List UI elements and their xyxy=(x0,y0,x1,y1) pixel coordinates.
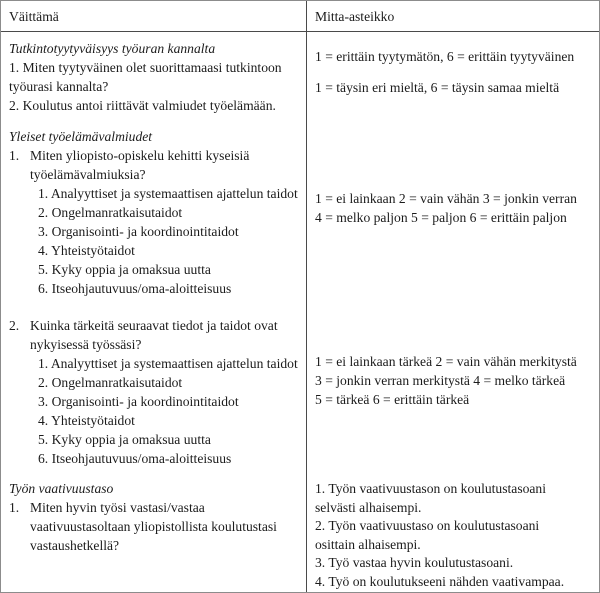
skill-item: 6. Itseohjautuvuus/oma-aloitteisuus xyxy=(38,281,232,296)
skill-item: 1. Analyyttiset ja systemaattisen ajattelun taidot xyxy=(38,186,298,201)
scale-development-amount xyxy=(315,189,597,227)
section-heading: Työn vaativuustaso xyxy=(9,481,114,496)
option-line: 4. Työ on koulutukseeni nähden vaativampaa. xyxy=(315,573,565,589)
section-degree-satisfaction xyxy=(9,39,303,115)
question-line xyxy=(9,498,303,517)
question-continuation: nykyisessä työssäsi? xyxy=(30,337,142,352)
skill-item: 3. Organisointi- ja koordinointitaidot xyxy=(38,224,239,239)
question-text: Miten yliopisto-opiskelu kehitti kyseisiä xyxy=(30,148,250,163)
skill-item: 4. Yhteistyötaidot xyxy=(38,413,135,428)
question-continuation: työelämävalmiuksia? xyxy=(30,167,146,182)
skill-item: 2. Ongelmanratkaisutaidot xyxy=(38,375,183,390)
option-line: 3. Työ vastaa hyvin koulutustasoani. xyxy=(315,555,514,570)
statement-line: 1. Miten tyytyväinen olet suorittamaasi tutkintoon xyxy=(9,60,282,75)
option-line: 1. Työn vaativuustason on koulutustasoani xyxy=(315,481,547,496)
statement-column xyxy=(1,1,306,592)
section-heading: Tutkintotyytyväisyys työuran kannalta xyxy=(9,41,216,56)
question-number: 1. xyxy=(9,500,20,515)
section-general-work-skills xyxy=(9,127,303,298)
statement-line: 2. Koulutus antoi riittävät valmiudet työelämään. xyxy=(9,98,276,113)
question-text: Kuinka tärkeitä seuraavat tiedot ja taidot ovat xyxy=(30,318,278,333)
statement-column-body xyxy=(1,32,306,555)
scale-degree-satisfaction: 1 = erittäin tyytymätön, 6 = erittäin tyytyväinen xyxy=(315,49,575,64)
question-line xyxy=(9,146,303,165)
option-line: 2. Työn vaativuustaso on koulutustasoani xyxy=(315,518,540,533)
skill-item: 6. Itseohjautuvuus/oma-aloitteisuus xyxy=(38,451,232,466)
section-heading: Yleiset työelämävalmiudet xyxy=(9,129,153,144)
column-header-scale: Mitta-asteikko xyxy=(307,1,599,32)
scale-line: 5 = tärkeä 6 = erittäin tärkeä xyxy=(315,392,470,407)
section-skill-importance xyxy=(9,316,303,468)
scale-demand-options xyxy=(315,480,597,591)
skill-item: 3. Organisointi- ja koordinointitaidot xyxy=(38,394,239,409)
skill-item: 5. Kyky oppia ja omaksua uutta xyxy=(38,262,211,277)
question-number: 2. xyxy=(9,318,20,333)
scale-line: 3 = jonkin verran merkitystä 4 = melko tärkeä xyxy=(315,373,566,388)
scale-column xyxy=(306,1,599,592)
skill-item: 4. Yhteistyötaidot xyxy=(38,243,135,258)
skill-list xyxy=(38,184,303,298)
column-header-statement: Väittämä xyxy=(1,1,306,32)
section-job-demand-level xyxy=(9,479,303,555)
skill-item: 5. Kyky oppia ja omaksua uutta xyxy=(38,432,211,447)
skill-list xyxy=(38,354,303,468)
option-line: osittain alhaisempi. xyxy=(315,536,421,552)
skill-item: 2. Ongelmanratkaisutaidot xyxy=(38,205,183,220)
scale-line: 1 = ei lainkaan 2 = vain vähän 3 = jonkin verran xyxy=(315,191,577,206)
question-line xyxy=(9,316,303,335)
scale-importance xyxy=(315,352,597,409)
question-continuation: vastaushetkellä? xyxy=(30,538,120,553)
question-number: 1. xyxy=(9,148,20,163)
scale-line: 1 = ei lainkaan tärkeä 2 = vain vähän merkitystä xyxy=(315,354,577,369)
scale-agreement: 1 = täysin eri mieltä, 6 = täysin samaa mieltä xyxy=(315,80,560,95)
question-continuation: vaativuustasoltaan yliopistollista koulutustasi xyxy=(30,519,277,534)
question-text: Miten hyvin työsi vastasi/vastaa xyxy=(30,500,205,515)
skill-item: 1. Analyyttiset ja systemaattisen ajattelun taidot xyxy=(38,356,298,371)
option-line: selvästi alhaisempi. xyxy=(315,499,422,515)
scale-line: 4 = melko paljon 5 = paljon 6 = erittäin paljon xyxy=(315,210,567,225)
statement-line: työurasi kannalta? xyxy=(9,79,109,94)
